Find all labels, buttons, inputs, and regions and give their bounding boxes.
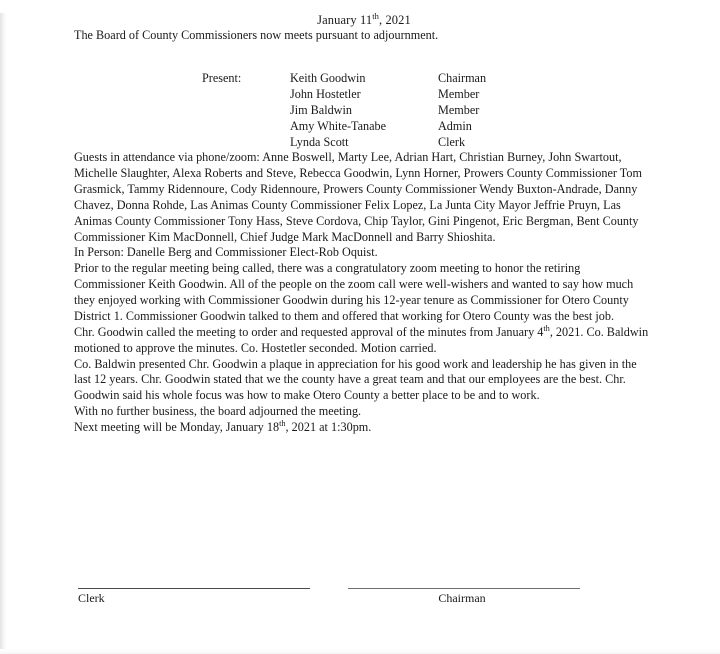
minutes-approval-paragraph (74, 325, 652, 357)
attendee-role: Admin (438, 119, 472, 134)
attendee-name: John Hostetler (290, 86, 361, 101)
chairman-signature-block (348, 588, 580, 606)
signature-section (0, 588, 720, 606)
attendee-name: Lynda Scott (290, 135, 349, 150)
guests-paragraph: Guests in attendance via phone/zoom: Anne Boswell, Marty Lee, Adrian Hart, Christian Burney, John Swartout, Michelle Slaughter, Alexa Roberts and Steve, Rebecca Goodwin, Lynn Horner, Prowers County Commissioner Tom Grasmick, Tammy Ridennoure, Cody Ridennoure, Prowers County Commissioner Wendy Buxton-Andrade, Danny Chavez, Donna Rohde, Las Animas County Commissioner Felix Lopez, La Junta City Mayor Jeffrie Pruyn, Las Animas County Commissioner Tony Hass, Steve Cordova, Chip Taylor, Gini Pingenot, Eric Bergman, Bent County Commissioner Kim MacDonnell, Chief Judge Mark MacDonnell and Barry Shioshita. (74, 150, 642, 244)
signature-row (0, 588, 720, 606)
scan-edge-artifact-bottom (0, 649, 720, 654)
attendee-name: Amy White-Tanabe (290, 119, 387, 134)
document-date (0, 10, 720, 28)
chairman-signature-line (348, 588, 580, 589)
next-meeting-paragraph (74, 420, 652, 436)
document-date-prefix: January 11 (317, 13, 373, 27)
clerk-signature-block (78, 588, 310, 606)
minutes-approval-text-part2: , 2021. Co. Baldwin motioned to approve the minutes. Co. Hostetler seconded. Motion carried. (74, 324, 649, 355)
attendee-role: Member (438, 103, 480, 118)
document-date-year: , 2021 (379, 13, 411, 27)
plaque-presentation-paragraph: Co. Baldwin presented Chr. Goodwin a plaque in appreciation for his good work and leadership he has given in the last 12 years. Chr. Goodwin stated that we the county have a great team and that our employees are the best. Chr. Goodwin said his whole focus was how to make Otero County a better place to be and to work. (74, 356, 637, 403)
attendee-role: Clerk (438, 135, 466, 150)
document-page (0, 10, 720, 654)
next-meeting-text-part1: Next meeting will be Monday, January 18 (74, 419, 280, 434)
in-person-paragraph: In Person: Danelle Berg and Commissioner Elect-Rob Oquist. (74, 245, 378, 260)
attendee-role: Chairman (438, 70, 487, 85)
attendee-name: Jim Baldwin (290, 103, 352, 118)
retirement-recognition-paragraph: Prior to the regular meeting being called, there was a congratulatory zoom meeting to honor the retiring Commissioner Keith Goodwin. All of the people on the zoom call were well-wishers and wanted to say how much they enjoyed working with Commissioner Goodwin during his 12-year tenure as Commissioner for Otero County District 1. Commissioner Goodwin talked to them and offered that working for Otero County was the best job. (74, 261, 634, 323)
present-section (74, 70, 652, 150)
present-role-column (438, 70, 652, 150)
present-name-column (290, 70, 438, 150)
clerk-signature-label: Clerk (78, 591, 105, 605)
opening-statement: The Board of County Commissioners now meets pursuant to adjournment. (74, 28, 439, 42)
document-body (68, 28, 652, 436)
next-meeting-date-ordinal-suffix: th (279, 418, 286, 428)
adjournment-paragraph: With no further business, the board adjourned the meeting. (74, 404, 362, 419)
attendee-role: Member (438, 86, 480, 101)
document-date-ordinal-suffix: th (372, 10, 379, 21)
next-meeting-text-part2: , 2021 at 1:30pm. (285, 419, 372, 434)
chairman-signature-label: Chairman (438, 591, 486, 605)
scan-edge-artifact-left (0, 13, 7, 654)
clerk-signature-line (78, 588, 310, 589)
minutes-date-ordinal-suffix: th (543, 323, 550, 333)
minutes-approval-text-part1: Chr. Goodwin called the meeting to order and requested approval of the minutes from January 4 (74, 324, 544, 339)
present-label: Present: (202, 70, 242, 85)
attendee-name: Keith Goodwin (290, 70, 366, 85)
